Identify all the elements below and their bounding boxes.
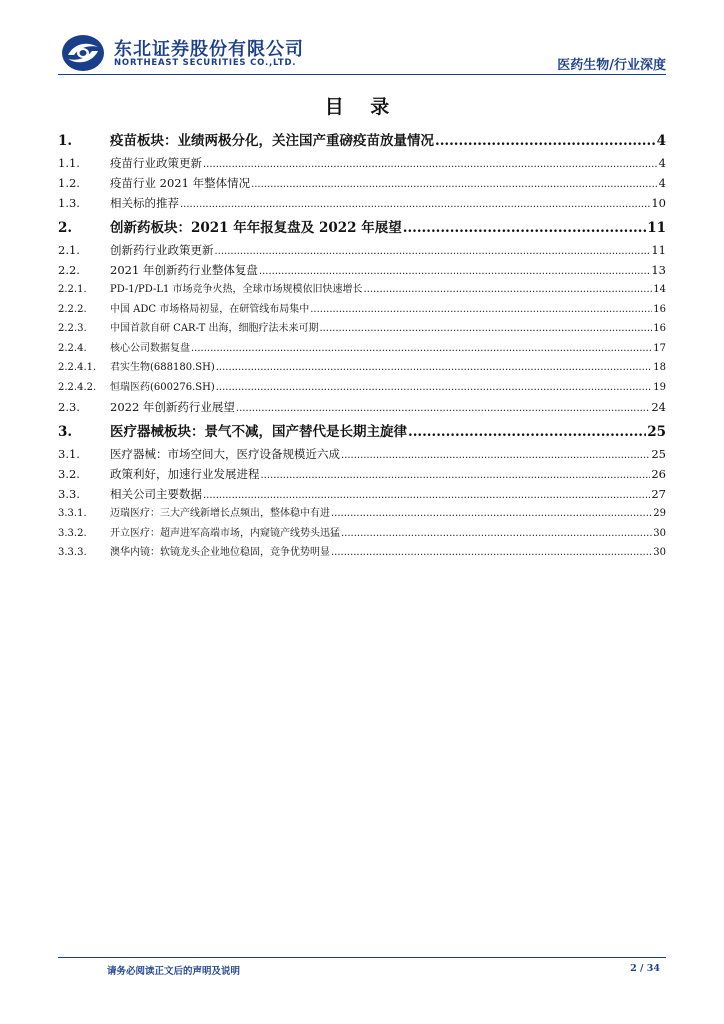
toc-entry-title: 2022 年创新药行业展望 — [110, 400, 235, 414]
toc-entry[interactable] — [58, 260, 666, 280]
toc-entry-number: 3.1. — [58, 447, 80, 461]
toc-entry-title: 君实生物(688180.SH) — [110, 362, 215, 373]
toc-entry-number: 1.3. — [58, 196, 80, 210]
toc-entry[interactable] — [58, 543, 666, 563]
toc-entry-title: 创新药行业政策更新 — [110, 243, 214, 257]
toc-entry-page: 13 — [651, 263, 666, 277]
toc-entry-title: 迈瑞医疗：三大产线新增长点频出，整体稳中有进 — [110, 508, 330, 519]
toc-entry-number: 1.2. — [58, 176, 80, 190]
toc-dot-leader — [191, 339, 652, 359]
toc-entry[interactable] — [58, 130, 666, 153]
toc-entry-number: 2.2.4.2. — [58, 381, 97, 393]
toc-entry[interactable] — [58, 524, 666, 544]
toc-dot-leader — [310, 300, 652, 320]
footer-disclaimer: 请务必阅读正文后的声明及说明 — [107, 966, 241, 977]
toc-entry-number: 2.2. — [58, 263, 80, 277]
toc-entry-title: 中国首款自研 CAR-T 出海，细胞疗法未来可期 — [110, 323, 319, 334]
company-logo-icon — [60, 33, 106, 73]
toc-entry-number: 3.2. — [58, 467, 80, 481]
toc-entry-number: 2. — [58, 220, 73, 236]
toc-entry-number: 2.3. — [58, 400, 80, 414]
toc-entry-title: PD-1/PD-L1 市场竞争火热，全球市场规模依旧快速增长 — [110, 284, 363, 295]
toc-entry-number: 1. — [58, 133, 73, 149]
toc-dot-leader — [203, 155, 658, 173]
toc-entry-title: 创新药板块：2021 年年报复盘及 2022 年展望 — [110, 220, 402, 236]
toc-dot-leader — [403, 217, 646, 240]
toc-entry-page: 30 — [653, 527, 666, 539]
toc-entry-title: 澳华内镜：软镜龙头企业地位稳固，竞争优势明显 — [110, 547, 330, 558]
toc-entry-page: 18 — [653, 362, 666, 373]
toc-dot-leader — [251, 175, 658, 193]
toc-entry-title: 医疗器械：市场空间大，医疗设备规模近六成 — [110, 447, 340, 461]
toc-dot-leader — [215, 242, 651, 260]
toc-dot-leader — [203, 486, 650, 504]
toc-entry[interactable] — [58, 464, 666, 484]
toc-entry-number: 2.1. — [58, 243, 80, 257]
toc-entry-page: 4 — [658, 156, 666, 170]
toc-entry[interactable] — [58, 444, 666, 464]
toc-entry-title: 医疗器械板块：景气不减，国产替代是长期主旋律 — [110, 424, 407, 440]
company-name-en: NORTHEAST SECURITIES CO.,LTD. — [114, 58, 297, 68]
toc-entry[interactable] — [58, 193, 666, 213]
toc-dot-leader — [435, 130, 656, 153]
page-number: 2 / 34 — [630, 963, 660, 974]
toc-entry-page: 25 — [647, 424, 666, 440]
toc-entry-title: 政策利好，加速行业发展进程 — [110, 467, 260, 481]
toc-entry-page: 25 — [651, 447, 666, 461]
company-name-cn: 东北证券股份有限公司 — [114, 39, 304, 60]
report-category: 医药生物/行业深度 — [557, 58, 666, 73]
toc-entry[interactable] — [58, 397, 666, 417]
toc-entry-page: 17 — [653, 342, 666, 354]
toc-entry-page: 11 — [651, 243, 666, 257]
toc-entry-page: 4 — [656, 133, 666, 149]
toc-entry-number: 2.2.1. — [58, 284, 87, 295]
toc-entry-number: 2.2.3. — [58, 323, 87, 334]
header-divider — [58, 74, 666, 75]
toc-entry-number: 1.1. — [58, 156, 80, 170]
toc-entry-number: 3.3.3. — [58, 547, 87, 558]
toc-entry[interactable] — [58, 421, 666, 444]
toc-entry-page: 16 — [653, 323, 666, 334]
toc-entry[interactable] — [58, 319, 666, 339]
toc-dot-leader — [341, 524, 652, 544]
toc-dot-leader — [216, 378, 653, 398]
toc-dot-leader — [341, 446, 650, 464]
toc-entry-number: 2.2.4. — [58, 342, 87, 354]
toc-entry[interactable] — [58, 300, 666, 320]
toc-dot-leader — [216, 358, 653, 378]
toc-entry-number: 3.3. — [58, 487, 80, 501]
toc-entry-page: 14 — [653, 284, 666, 295]
toc-entry-title: 疫苗行业 2021 年整体情况 — [110, 176, 251, 190]
toc-dot-leader — [259, 262, 650, 280]
toc-dot-leader — [331, 504, 652, 524]
table-of-contents — [58, 126, 666, 563]
toc-entry-title: 开立医疗：超声进军高端市场，内窥镜产线势头迅猛 — [110, 527, 340, 539]
toc-entry[interactable] — [58, 280, 666, 300]
footer-divider — [58, 957, 666, 958]
toc-dot-leader — [319, 319, 652, 339]
toc-entry[interactable] — [58, 339, 666, 359]
toc-dot-leader — [236, 399, 650, 417]
toc-entry-number: 2.2.2. — [58, 303, 87, 315]
toc-dot-leader — [180, 195, 650, 213]
toc-entry-number: 3.3.2. — [58, 527, 87, 539]
toc-entry[interactable] — [58, 358, 666, 378]
toc-entry-title: 恒瑞医药(600276.SH) — [110, 381, 215, 393]
toc-entry-page: 26 — [651, 467, 666, 481]
toc-dot-leader — [261, 466, 651, 484]
toc-entry-page: 4 — [658, 176, 666, 190]
toc-dot-leader — [364, 280, 653, 300]
toc-entry[interactable] — [58, 240, 666, 260]
toc-entry-page: 29 — [653, 508, 666, 519]
toc-entry-number: 3.3.1. — [58, 508, 87, 519]
toc-entry-title: 中国 ADC 市场格局初显，在研管线布局集中 — [110, 303, 310, 315]
toc-entry-title: 相关标的推荐 — [110, 196, 179, 210]
toc-entry-number: 2.2.4.1. — [58, 362, 97, 373]
toc-entry[interactable] — [58, 504, 666, 524]
page-header — [0, 0, 724, 80]
toc-entry-title: 疫苗板块：业绩两极分化，关注国产重磅疫苗放量情况 — [110, 133, 434, 149]
toc-entry-number: 3. — [58, 424, 73, 440]
toc-entry[interactable] — [58, 217, 666, 240]
toc-entry-page: 27 — [651, 487, 666, 501]
toc-entry[interactable] — [58, 484, 666, 504]
toc-entry-title: 疫苗行业政策更新 — [110, 156, 202, 170]
toc-entry-title: 核心公司数据复盘 — [110, 342, 190, 354]
page-title: 目 录 — [324, 96, 400, 118]
toc-entry-page: 24 — [651, 400, 666, 414]
toc-entry[interactable] — [58, 153, 666, 173]
toc-entry-page: 16 — [653, 303, 666, 315]
toc-dot-leader — [331, 543, 652, 563]
toc-entry-title: 2021 年创新药行业整体复盘 — [110, 263, 258, 277]
toc-entry[interactable] — [58, 173, 666, 193]
toc-entry-page: 30 — [653, 547, 666, 558]
toc-entry-title: 相关公司主要数据 — [110, 487, 202, 501]
toc-entry-page: 10 — [651, 196, 666, 210]
toc-entry[interactable] — [58, 378, 666, 398]
toc-entry-page: 19 — [653, 381, 666, 393]
toc-dot-leader — [408, 421, 646, 444]
toc-entry-page: 11 — [647, 220, 666, 236]
